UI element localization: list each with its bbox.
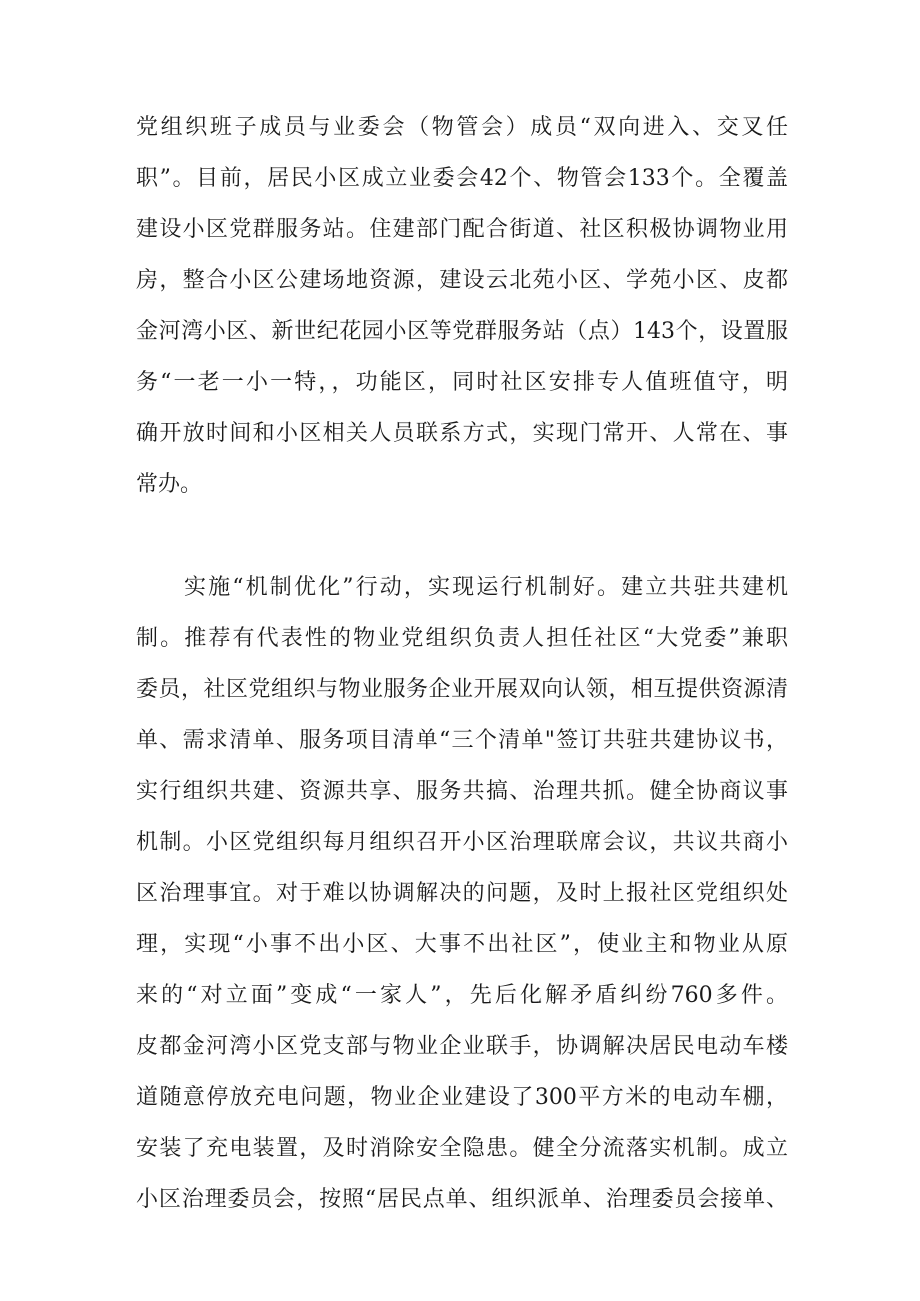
text-line: 建设小区党群服务站。住建部门配合街道、社区积极协调物业用 — [136, 217, 788, 242]
text-line: 机制。小区党组织每月组织召开小区治理联席会议，共议共商小 — [136, 830, 788, 855]
text-line: 实施“机制优化”行动，实现运行机制好。建立共驻共建机 — [184, 575, 788, 600]
text-line: 委员，社区党组织与物业服务企业开展双向认领，相互提供资源清 — [136, 677, 788, 702]
text-line: 常办。 — [136, 472, 203, 497]
text-line: 务“一老一小一特，，功能区，同时社区安排专人值班值守，明 — [136, 370, 788, 395]
text-line: 区治理事宜。对于难以协调解决的问题，及时上报社区党组织处 — [136, 881, 788, 906]
text-line: 来的“对立面”变成“一家人”，先后化解矛盾纠纷760多件。 — [136, 983, 788, 1008]
text-line: 皮都金河湾小区党支部与物业企业联手，协调解决居民电动车楼 — [136, 1034, 788, 1059]
text-line: 金河湾小区、新世纪花园小区等党群服务站（点）143个，设置服 — [136, 319, 788, 344]
text-line: 党组织班子成员与业委会（物管会）成员“双向进入、交叉任 — [136, 115, 788, 140]
text-line: 房，整合小区公建场地资源，建设云北苑小区、学苑小区、皮都 — [136, 268, 788, 293]
text-line: 道随意停放充电问题，物业企业建设了300平方米的电动车棚， — [136, 1085, 788, 1110]
text-line: 实行组织共建、资源共享、服务共搞、治理共抓。健全协商议事 — [136, 779, 788, 804]
text-line: 小区治理委员会，按照“居民点单、组织派单、治理委员会接单、 — [136, 1187, 788, 1212]
text-line: 职”。目前，居民小区成立业委会42个、物管会133个。全覆盖 — [136, 166, 788, 191]
text-line: 理，实现“小事不出小区、大事不出社区”，使业主和物业从原 — [136, 932, 788, 957]
text-line: 安装了充电装置，及时消除安全隐患。健全分流落实机制。成立 — [136, 1136, 788, 1161]
text-line: 单、需求清单、服务项目清单“三个清单"签订共驻共建协议书， — [136, 728, 788, 753]
text-line: 制。推荐有代表性的物业党组织负责人担任社区“大党委”兼职 — [136, 626, 788, 651]
text-line: 确开放时间和小区相关人员联系方式，实现门常开、人常在、事 — [136, 421, 788, 446]
